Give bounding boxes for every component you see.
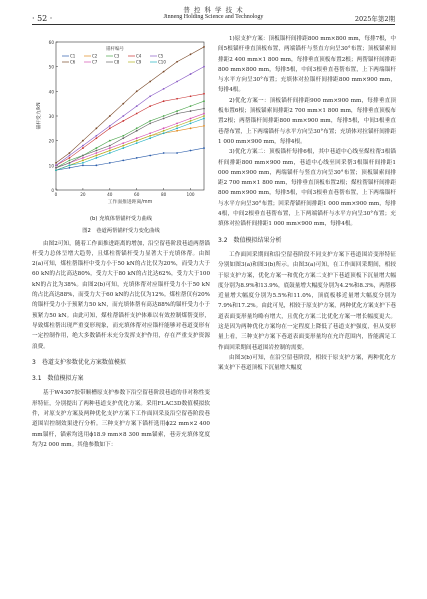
data-point: [149, 81, 151, 83]
paragraph: 工作面回采期间和沿空留巷阶段不同支护方案下巷道围岩变形特征分别如图3(a)和图3(b)所示。由图3(a)可知，在工作面回采期间，相较于原支护方案，优化方案一和优化方案二支护下巷道顶板下沉量增大幅度分别为8.9%和13.9%，底鼓量增大幅度分别为4.2%和8.3%，两帮移近量增大幅度分别为5.5%和11.0%，顶底板移近量增大幅度分别为7.9%和17.2%。由此可见，相较于原支护方案，两种优化方案支护下巷道表面变形量均略有增大，且优化方案二比优化方案一增长幅度更大。这是因为两种优化方案均在一定程度上降低了巷道支护强度，但从变形量上看，三种支护方案下巷道表面变形量均在允许范围内，皆能满足工作面回采期间巷道围岩控制的需要。: [218, 251, 396, 351]
data-point: [69, 160, 71, 162]
data-point: [136, 90, 138, 92]
data-point: [95, 137, 97, 139]
data-point: [95, 127, 97, 129]
section-heading: 3 巷道支护参数优化方案数值模拟: [32, 358, 126, 366]
data-point: [109, 125, 111, 127]
data-point: [203, 125, 205, 127]
data-point: [149, 137, 151, 139]
data-point: [95, 147, 97, 149]
data-point: [69, 164, 71, 166]
data-point: [163, 118, 165, 120]
data-point: [203, 66, 205, 68]
y-tick-label: 20: [48, 138, 54, 144]
data-point: [109, 147, 111, 149]
data-point: [163, 71, 165, 73]
data-point: [82, 160, 84, 162]
y-tick-label: 0: [51, 188, 54, 193]
data-point: [190, 110, 192, 112]
data-point: [203, 46, 205, 48]
data-point: [163, 115, 165, 117]
x-tick-label: 100: [186, 192, 195, 197]
y-tick-label: 50: [48, 64, 54, 70]
data-point: [69, 157, 71, 159]
data-point: [69, 167, 71, 169]
data-point: [163, 132, 165, 134]
data-point: [163, 130, 165, 132]
legend-label: C7: [92, 59, 98, 65]
subsection-heading: 3.1 数值模拟方案: [32, 375, 84, 383]
data-point: [122, 115, 124, 117]
series-line-C7: [56, 114, 204, 168]
data-point: [55, 164, 57, 166]
data-point: [95, 150, 97, 152]
data-point: [109, 150, 111, 152]
data-point: [82, 162, 84, 164]
data-point: [82, 164, 84, 166]
data-point: [149, 132, 151, 134]
data-point: [136, 130, 138, 132]
left-column: [32, 34, 210, 450]
data-point: [149, 105, 151, 107]
data-point: [95, 135, 97, 137]
data-point: [122, 137, 124, 139]
paragraph: 3)优化方案二：顶板锚杆每排6根，其中巷道中心线至煤柱帮3根锚杆间排距800 mm×900 mm，巷道中心线至回采帮3根锚杆间排距1 000 mm×900 mm，两端锚杆与竖直方向呈30°布置；顶板锚索间排距2 700 mm×1 800 mm，每排垂直顶板布置2根；煤柱帮锚杆间排距800 mm×900 mm，每排5根，中间3根垂直巷帮布置，上下两端锚杆与水平方向呈30°布置；回采帮锚杆间排距1 000 mm×900 mm，每排4根，中间2根垂直巷帮布置，上下两端锚杆与水平方向呈30°布置；充填体对拉锚杆间排距1 000 mm×900 mm，每排4根。: [218, 149, 396, 228]
y-axis-label: 锚杆受力/kN: [37, 102, 42, 130]
y-tick-label: 30: [48, 114, 54, 119]
data-point: [163, 100, 165, 102]
data-point: [109, 140, 111, 142]
data-point: [149, 95, 151, 97]
y-tick-label: 40: [48, 89, 54, 95]
x-axis-label: 工作面推进距离/mm: [107, 200, 153, 205]
data-point: [176, 125, 178, 127]
data-point: [149, 120, 151, 122]
page-number: · 52 ·: [32, 14, 53, 23]
data-point: [122, 135, 124, 137]
data-point: [55, 167, 57, 169]
data-point: [203, 118, 205, 120]
data-point: [122, 147, 124, 149]
legend-label: C5: [158, 53, 164, 59]
data-point: [190, 105, 192, 107]
right-column: [218, 34, 396, 374]
data-point: [190, 127, 192, 129]
data-point: [176, 123, 178, 125]
data-point: [109, 152, 111, 154]
plot-frame: [56, 42, 204, 190]
subsection-heading: 3.2 数值模拟结果分析: [218, 236, 282, 244]
data-point: [122, 120, 124, 122]
chart-subcaption: (b) 充填体帮锚杆受力曲线: [89, 216, 153, 222]
data-point: [136, 105, 138, 107]
data-point: [136, 157, 138, 159]
data-point: [82, 155, 84, 157]
data-point: [122, 103, 124, 105]
data-point: [190, 118, 192, 120]
data-point: [176, 98, 178, 100]
series-line-C9: [56, 116, 204, 170]
data-point: [190, 53, 192, 55]
legend-title: 锚杆编号: [106, 47, 124, 52]
legend-label: C1: [70, 53, 76, 59]
data-point: [122, 145, 124, 147]
data-point: [136, 113, 138, 115]
legend-label: C6: [70, 59, 76, 65]
header-rule: [32, 24, 395, 25]
data-point: [95, 155, 97, 157]
data-point: [203, 113, 205, 115]
data-point: [95, 164, 97, 166]
data-point: [82, 145, 84, 147]
data-point: [176, 110, 178, 112]
series-line-C10: [56, 118, 204, 170]
data-point: [176, 113, 178, 115]
data-point: [190, 120, 192, 122]
data-point: [69, 152, 71, 154]
data-point: [176, 61, 178, 63]
legend-label: C9: [136, 59, 142, 65]
data-point: [190, 150, 192, 152]
paragraph: 2)优化方案一：顶板锚杆间排距900 mm×900 mm，每排垂直顶板布置6根；顶板锚索间排距2 700 mm×1 800 mm，每排垂直顶板布置2根；两帮锚杆间排距800 mm×900 mm，每排5根，中间3根垂直巷帮布置，上下两端锚杆与水平方向呈30°布置；充填体对拉锚杆间排距1 000 mm×900 mm，每排4根。: [218, 97, 396, 145]
data-point: [203, 108, 205, 110]
data-point: [109, 162, 111, 164]
data-point: [190, 95, 192, 97]
paragraph: 由图3(b)可知，在沿空留巷阶段，相较于原支护方案，两种优化方案支护下巷道顶板下沉量增大幅度: [218, 354, 396, 372]
data-point: [55, 169, 57, 171]
paragraph: 由图2可知，随着工作面推进距离的增加，沿空留巷阶段巷道两帮锚杆受力总体呈增大趋势，且煤柱帮锚杆受力显著大于充填体帮。由图2(a)可知，煤柱帮锚杆中受力小于50 kN的占比仅为20%，而受力大于60 kN的占比高达80%，受力大于80 kN的占比达62%，受力大于100 kN的占比为38%。由图2(b)可知，充填体帮对应锚杆受力小于50 kN的占比高达88%，而受力大于60 kN的占比仅为12%。煤柱帮仅有20%的锚杆受力小于预紧力50 kN，而充填体帮有高达88%的锚杆受力小于预紧力50 kN。由此可知，煤柱帮锚杆支护体难以有效控制煤帮变形，导致煤柱帮出现严重变形现象，而充填体帮对应锚杆能够对巷道变形有一定控制作用，绝大多数锚杆未充分发挥支护作用，存在严重支护资源浪费。: [32, 240, 210, 350]
journal-title: 普 控 科 学 技 术: [183, 6, 244, 14]
x-tick-label: 20: [80, 192, 86, 197]
line-chart: [32, 34, 210, 212]
data-point: [55, 162, 57, 164]
data-point: [176, 130, 178, 132]
data-point: [69, 162, 71, 164]
data-point: [149, 123, 151, 125]
issue-label: 2025年第2期: [354, 15, 395, 23]
y-tick-label: 60: [48, 40, 54, 45]
x-tick-label: 80: [160, 192, 167, 197]
data-point: [203, 115, 205, 117]
legend-label: C8: [114, 59, 120, 65]
data-point: [163, 127, 165, 129]
data-point: [203, 147, 205, 149]
data-point: [176, 81, 178, 83]
data-point: [82, 140, 84, 142]
x-tick-label: 60: [134, 192, 140, 197]
legend-label: C4: [136, 53, 142, 59]
data-point: [82, 157, 84, 159]
y-tick-label: 10: [48, 163, 54, 169]
data-point: [136, 140, 138, 142]
data-point: [136, 142, 138, 144]
data-point: [109, 145, 111, 147]
data-point: [190, 73, 192, 75]
figure-caption: 图2 巷道两帮锚杆受力变化曲线: [82, 228, 160, 235]
data-point: [190, 123, 192, 125]
series-line-C5: [56, 67, 204, 166]
data-point: [69, 155, 71, 157]
data-point: [109, 115, 111, 117]
data-point: [95, 157, 97, 159]
data-point: [203, 100, 205, 102]
data-point: [163, 88, 165, 90]
data-point: [95, 152, 97, 154]
data-point: [82, 147, 84, 149]
data-point: [163, 152, 165, 154]
data-point: [109, 127, 111, 129]
data-point: [203, 93, 205, 95]
data-point: [149, 135, 151, 137]
data-point: [176, 152, 178, 154]
journal-title-en: Jinneng Holding Science and Technology: [163, 14, 264, 20]
paragraph: 1)原支护方案：顶板锚杆间排距800 mm×800 mm，每排7根，中间5根锚杆垂直顶板布置，两端锚杆与竖直方向呈30°布置；顶板锚索间排距2 400 mm×1 800 mm，每排垂直顶板布置2根；两帮锚杆间排距800 mm×800 mm，每排5根，中间3根垂直巷帮布置，上下两端锚杆与水平方向呈30°布置；充填体对拉锚杆间排距800 mm×900 mm，每排4根。: [218, 36, 396, 94]
x-tick-label: 40: [107, 192, 113, 197]
data-point: [122, 142, 124, 144]
x-tick-label: 0: [54, 192, 58, 197]
data-point: [122, 160, 124, 162]
paragraph: 基于W4307胶带顺槽原支护参数下沿空留巷阶段巷道的非对称性变形特征，分别提出了两种巷道支护优化方案。采用FLAC3D数值模拟软件，对原支护方案及两种优化支护方案下工作面回采及沿空留巷阶段巷道围岩控制效果进行分析。三种支护方案下锚杆选用ϕ22 mm×2 400 mm锚杆，锚索均选用ϕ18.9 mm×8 300 mm锚索，巷旁充填体宽度均为2 000 mm。其他参数如下：: [32, 390, 210, 448]
legend-label: C3: [114, 53, 120, 59]
data-point: [149, 155, 151, 157]
data-point: [176, 127, 178, 129]
data-point: [136, 137, 138, 139]
legend-label: C10: [158, 59, 166, 65]
data-point: [136, 127, 138, 129]
legend-label: C2: [92, 53, 98, 59]
series-line-C4: [56, 94, 204, 166]
